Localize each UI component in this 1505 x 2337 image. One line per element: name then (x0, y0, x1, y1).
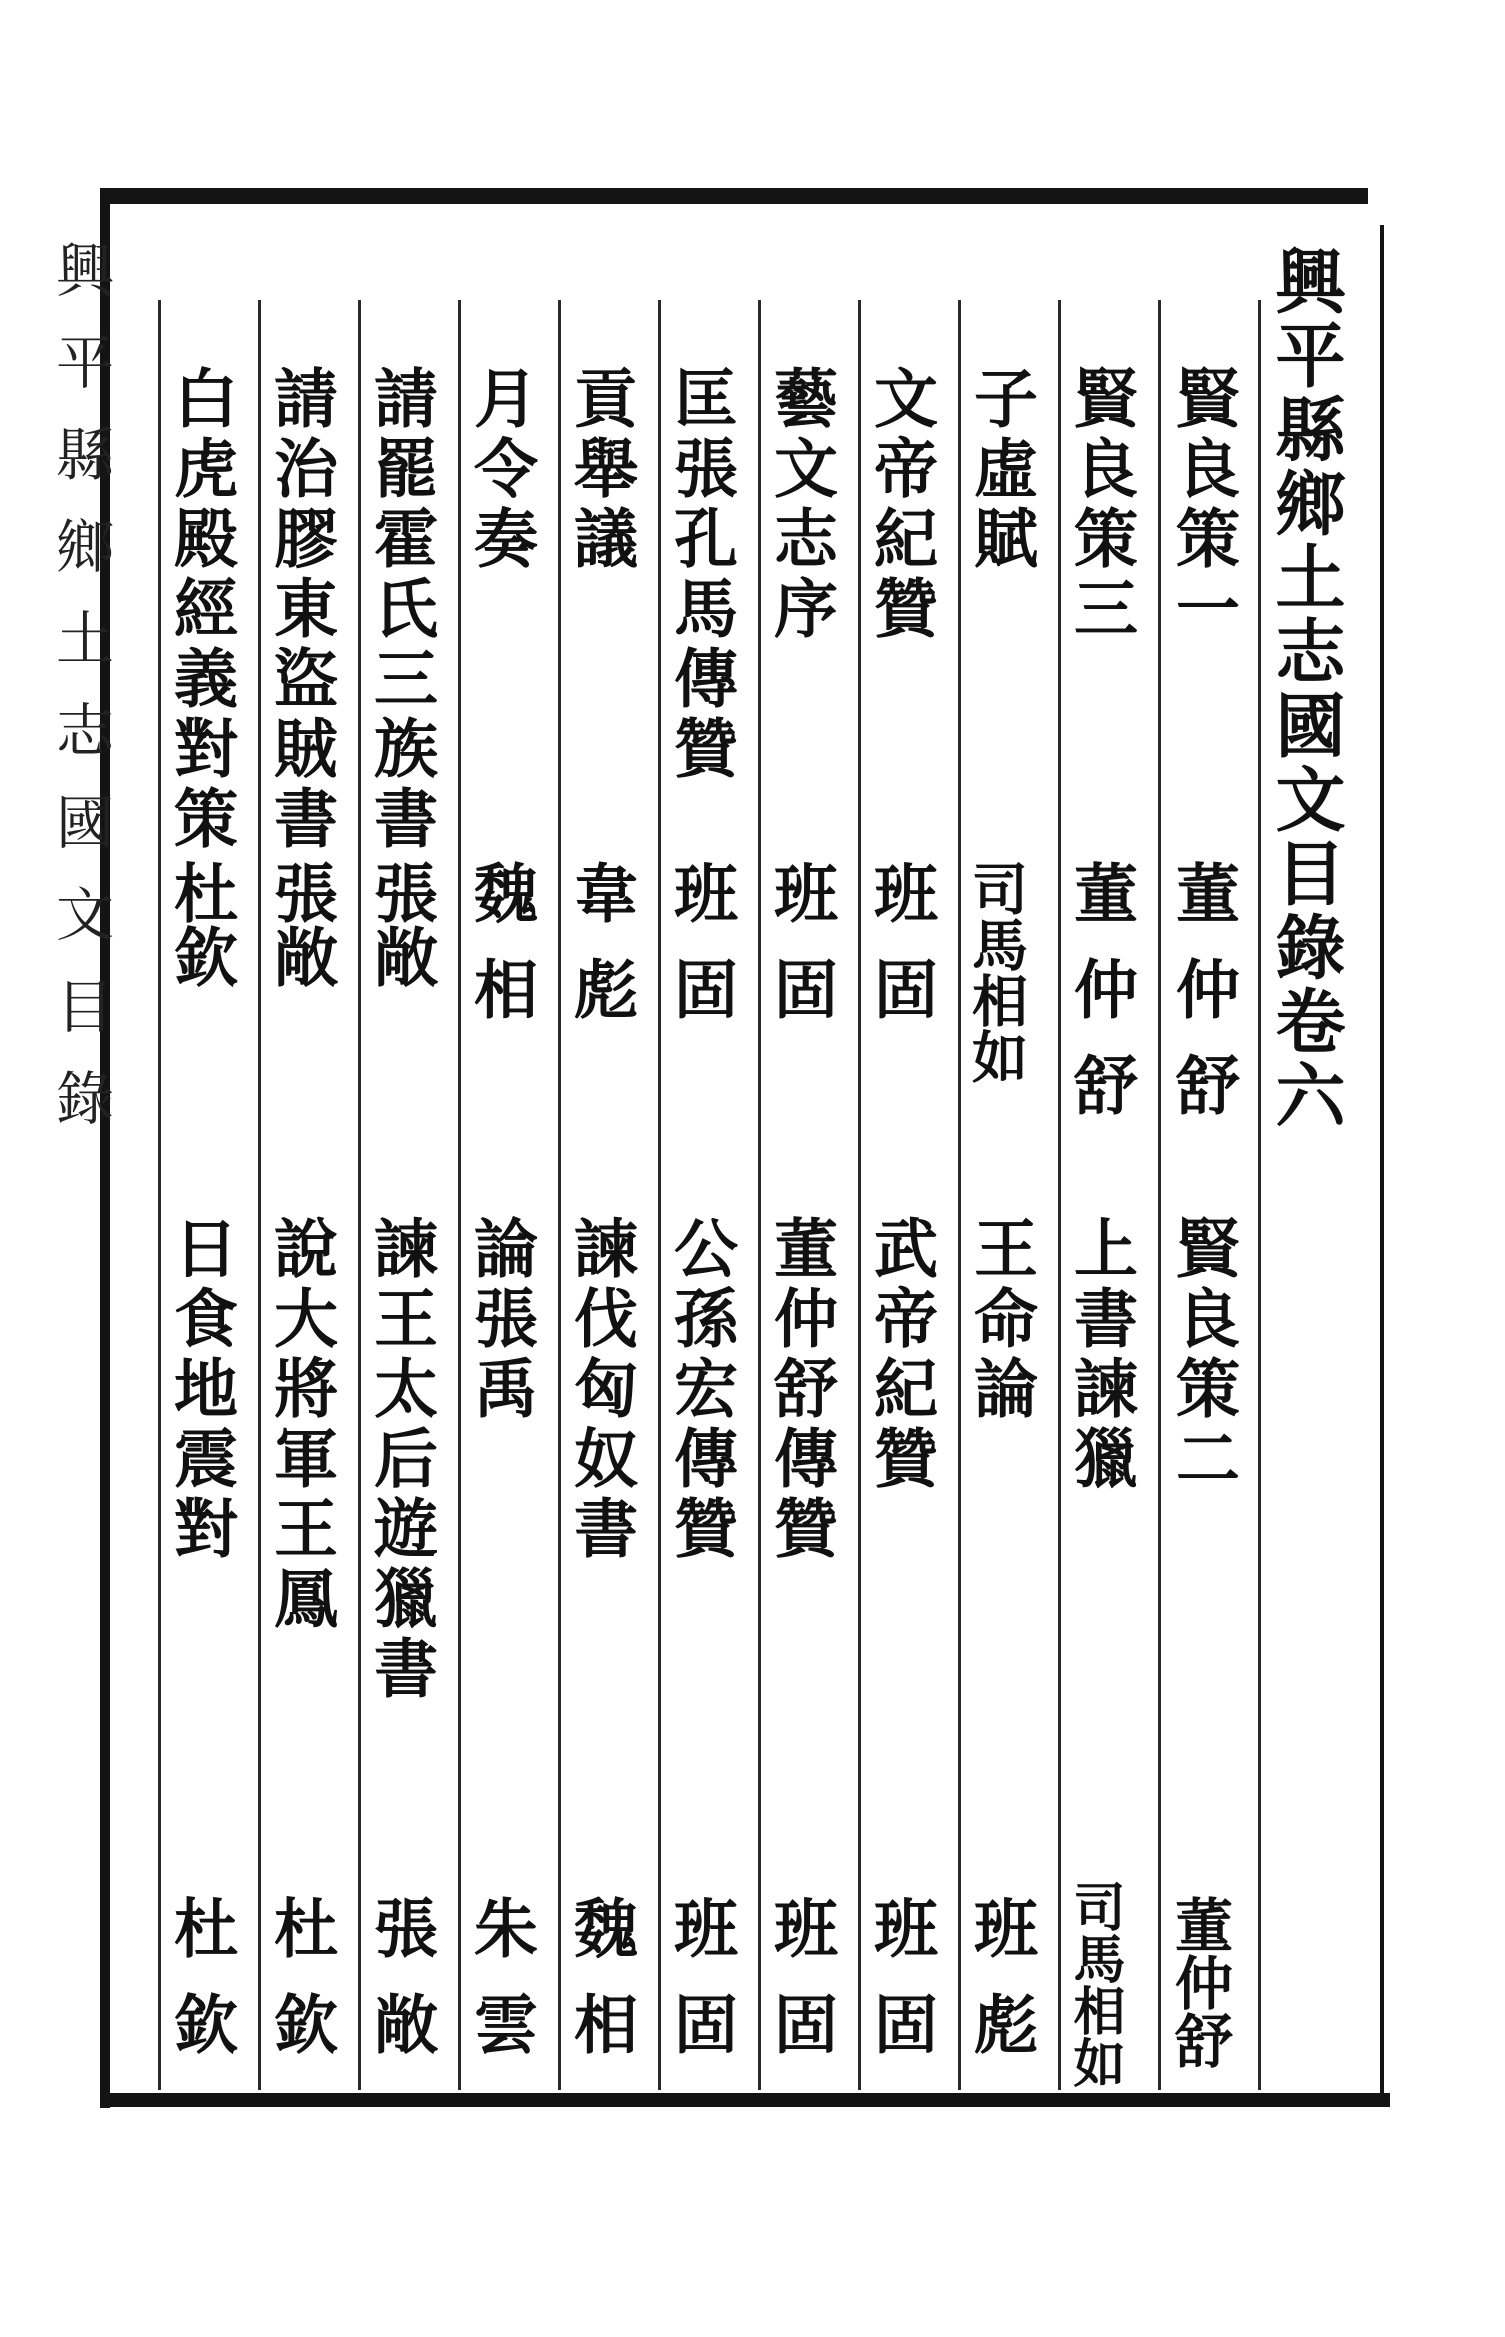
toc-author-11a: 杜欽 (163, 860, 238, 988)
toc-title-2b: 上書諫獵 (1063, 1215, 1138, 1495)
toc-author-7b: 魏相 (563, 1895, 638, 2087)
toc-author-3a: 司馬相如 (963, 860, 1029, 1084)
toc-title-9b: 諫王太后遊獵書 (363, 1215, 438, 1705)
column-divider (458, 300, 461, 2090)
toc-title-1a: 賢良策一 (1165, 365, 1240, 645)
toc-author-10b: 杜欽 (263, 1895, 338, 2087)
toc-author-10a: 張敞 (263, 860, 338, 988)
toc-title-3b: 王命論 (963, 1215, 1038, 1425)
toc-author-3b: 班彪 (963, 1895, 1038, 2087)
toc-title-9a: 請罷霍氏三族書 (363, 365, 438, 855)
toc-title-1b: 賢良策二 (1165, 1215, 1240, 1495)
column-divider (358, 300, 361, 2090)
column-divider (858, 300, 861, 2090)
toc-author-5a: 班固 (763, 860, 838, 1052)
toc-title-5a: 藝文志序 (763, 365, 838, 645)
toc-author-4a: 班固 (863, 860, 938, 1052)
column-divider (158, 300, 161, 2090)
toc-author-1b: 董仲舒 (1165, 1895, 1233, 2069)
toc-title-2a: 賢良策三 (1063, 365, 1138, 645)
toc-author-6b: 班固 (663, 1895, 738, 2087)
toc-author-9b: 張敞 (363, 1895, 438, 2087)
column-divider (258, 300, 261, 2090)
column-divider (658, 300, 661, 2090)
column-divider (1058, 300, 1061, 2090)
column-divider (758, 300, 761, 2090)
toc-author-2a: 董仲舒 (1063, 860, 1138, 1148)
toc-title-10b: 說大將軍王鳳 (263, 1215, 338, 1635)
toc-title-7a: 貢舉議 (563, 365, 638, 575)
toc-title-4b: 武帝紀贊 (863, 1215, 938, 1495)
toc-author-9a: 張敞 (363, 860, 438, 988)
toc-title-3a: 子虛賦 (963, 365, 1038, 575)
toc-title-8a: 月令奏 (463, 365, 538, 575)
toc-title-6b: 公孫宏傳贊 (663, 1215, 738, 1565)
toc-author-8a: 魏相 (463, 860, 538, 1052)
column-divider (958, 300, 961, 2090)
toc-title-10a: 請治膠東盜賊書 (263, 365, 338, 855)
toc-title-11a: 白虎殿經義對策 (163, 365, 238, 855)
toc-title-8b: 論張禹 (463, 1215, 538, 1425)
toc-author-4b: 班固 (863, 1895, 938, 2087)
toc-author-11b: 杜欽 (163, 1895, 238, 2087)
toc-author-6a: 班固 (663, 860, 738, 1052)
toc-author-2b: 司馬相如 (1064, 1880, 1125, 2088)
margin-running-title: 興平縣鄉土志國文目錄 (46, 240, 114, 1160)
toc-author-7a: 韋彪 (563, 860, 638, 1052)
toc-author-1a: 董仲舒 (1165, 860, 1240, 1148)
toc-title-6a: 匡張孔馬傳贊 (663, 365, 738, 785)
toc-title-5b: 董仲舒傳贊 (763, 1215, 838, 1565)
top-border-rule (100, 188, 1368, 204)
column-divider (1258, 300, 1261, 2090)
right-border-rule (1380, 225, 1384, 2107)
toc-title-7b: 諫伐匈奴書 (563, 1215, 638, 1565)
page-title: 興平縣鄉土志國文目錄卷六 (1264, 245, 1347, 1133)
toc-author-8b: 朱雲 (463, 1895, 538, 2087)
column-divider (558, 300, 561, 2090)
column-divider (1158, 300, 1161, 2090)
toc-title-4a: 文帝紀贊 (863, 365, 938, 645)
toc-title-11b: 日食地震對 (163, 1215, 238, 1565)
toc-author-5b: 班固 (763, 1895, 838, 2087)
bottom-border-rule (100, 2093, 1390, 2107)
